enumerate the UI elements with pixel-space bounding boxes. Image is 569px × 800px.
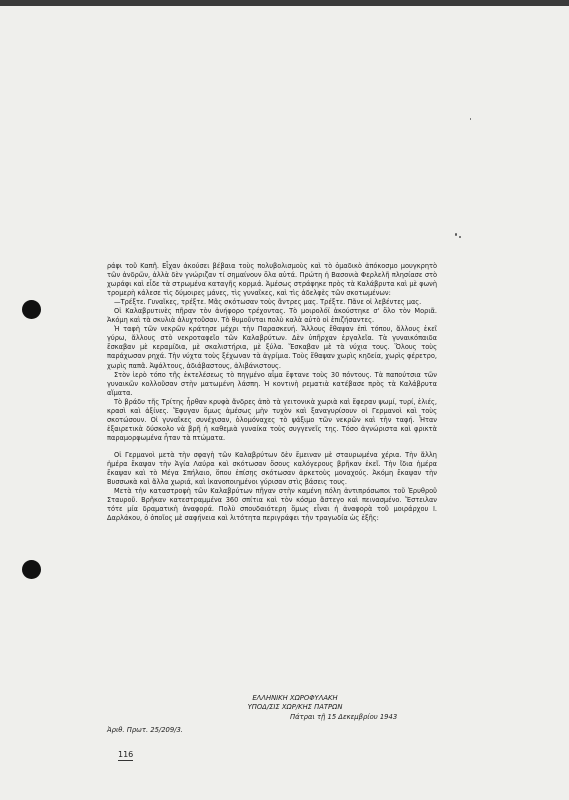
paragraph: Οἱ Γερμανοὶ μετὰ τὴν σφαγὴ τῶν Καλαβρύτων δὲν ἔμειναν μὲ σταυρωμένα χέρια. Τὴν ἄλλη ἡμέρα ἔκαψαν τὴν Ἁγία Λαύρα καὶ σκότωσαν ὅσους καλόγερους βρῆκαν ἐκεῖ. Τὴν ἴδια ἡμέρα ἔκαψαν καὶ τὸ Μέγα Σπήλαιο, ὅπου ἐπίσης σκότωσαν ἀρκετοὺς μοναχούς. Ἀκόμη ἔκαψαν τὴν Βυσσωκὰ καὶ ἄλλα χωριά, καὶ ἰκανοποιημένοι γύρισαν στὶς βάσεις τους. [107,450,437,487]
paragraph-dialogue: —Τρέξτε. Γυναῖκες, τρέξτε. Μᾶς σκότωσαν τοὺς ἄντρες μας. Τρέξτε. Πᾶνε οἱ λεβέντες μας. [114,298,422,307]
report-place-date: Πάτραι τῇ 15 Δεκεμβρίου 1943 [290,713,398,721]
scan-edge-shadow [0,0,569,6]
paragraph: Οἱ Καλαβρυτινὲς πῆραν τὸν ἀνήφορο τρέχοντας. Τὸ μοιρολόϊ ἀκούστηκε σ' ὅλο τὸν Μοριᾶ. Ἀκόμη καὶ τὰ σκυλιὰ ἀλυχτοῦσαν. Τὸ θυμοῦνται πολὺ καλὰ αὐτὸ οἱ ἐπιζήσαντες. [107,307,437,325]
scan-speck [470,118,471,120]
body-text [107,262,437,523]
paragraph: ράφι τοῦ Καπῆ. Εἶχαν ἀκούσει βέβαια τοὺς πολυβολισμοὺς καὶ τὸ ὁμαδικὸ ἀπόκοσμο μουγκρητὸ τῶν ἀνδρῶν, ἀλλὰ δὲν γνώριζαν τί σημαίνουν ὅλα αὐτά. Πρώτη ἡ Βασονιὰ Φερλελῆ πλησίασε στὸ χωράφι καὶ εἶδε τὰ στρωμένα καταγῆς κορμιά. Ἀμέσως στράφηκε πρὸς τὰ Καλάβρυτα καὶ μὲ φωνὴ τρομερὴ κάλεσε τὶς δύμοιρες μάνες, τὶς γυναῖκες, καὶ τὶς ἀδελφὲς τῶν σκοτωμένων: [107,262,437,298]
punch-hole-top [22,300,41,319]
paragraph: Μετὰ τὴν καταστροφὴ τῶν Καλαβρύτων πῆγαν στὴν καμένη πόλη ἀντιπρόσωποι τοῦ Ἐρυθροῦ Σταυροῦ. Βρῆκαν κατεστραμμένα 360 σπίτια καὶ τὸν κόσμο ἄστεγο καὶ πεινασμένο. Ἔστειλαν τότε μία δραματικὴ ἀναφορά. Πολὺ σπουδαιότερη ὅμως εἶναι ἡ ἀναφορὰ τοῦ μοιράρχου Ι. Δαρλάκου, ὁ ὁποῖος μὲ σαφήνεια καὶ λιτότητα περιγράφει τὴν τραγωδία ὡς ἑξῆς: [107,487,437,523]
report-header [170,694,420,712]
scan-speck [455,233,457,236]
report-reference-number: Ἀριθ. Πρωτ. 25/209/3. [107,726,183,734]
report-header-line1: ΕΛΛΗΝΙΚΗ ΧΩΡΟΦΥΛΑΚΗ [252,694,338,702]
punch-hole-bottom [22,560,41,579]
scan-speck [459,236,461,238]
paragraph: Στὸν ἱερὸ τόπο τῆς ἐκτελέσεως τὸ πηγμένο αἷμα ἔφτανε τοὺς 30 πόντους. Τὰ παπούτσια τῶν γυναικῶν κολλοῦσαν στὴν ματωμένη λάσπη. Ἡ κοντινὴ ρεματιὰ κατέβασε πρὸς τὰ Καλάβρυτα αἵματα. [107,370,437,397]
page-number: 116 [118,750,134,759]
paragraph: Τὸ βράδυ τῆς Τρίτης ἦρθαν κρυφὰ ἄνδρες ἀπὸ τὰ γειτονικὰ χωριὰ καὶ ἔφεραν ψωμί, τυρί, ἐλιές, κρασὶ καὶ ἀξίνες. Ἔφυγαν ὅμως ἀμέσως μὴν τυχὸν καὶ ξαναγυρίσουν οἱ Γερμανοὶ καὶ τοὺς σκοτώσουν. Οἱ γυναῖκες συνέχισαν, ὁλομόναχες τὸ ψάξιμο τῶν νεκρῶν καὶ τὴν ταφή. Ἦταν ἐξαιρετικὰ δύσκολο νὰ βρῆ ἡ καθεμιὰ γυναίκα τοὺς συγγενεῖς της. Τόσο ἀγνώριστα καὶ φρικτὰ παραμορφωμένα ἦταν τὰ πτώματα. [107,397,437,442]
report-header-line2: ΥΠΟΔ/ΣΙΣ ΧΩΡ/ΚΗΣ ΠΑΤΡΩΝ [247,703,343,711]
paragraph: Ἡ ταφὴ τῶν νεκρῶν κράτησε μέχρι τὴν Παρασκευή. Ἄλλους ἔθαψαν ἐπὶ τόπου, ἄλλους ἐκεῖ γύρω, ἄλλους στὸ νεκροταφεῖο τῶν Καλαβρύτων. Δὲν ὑπῆρχαν ἐργαλεῖα. Τὰ γυναικόπαιδα ἔσκαβαν μὲ κεραμίδια, μὲ σκαλιστήρια, μὲ ξύλα. Ἔσκαβαν μὲ τὰ νύχια τους. Ὅλους τοὺς παράχωσαν ρηχά. Τὴν νύχτα τοὺς ξέχωναν τὰ ἀγρίμια. Τοὺς ἔθαψαν χωρὶς κηδεία, χωρὶς φέρετρο, χωρὶς παπᾶ. Ἀψάλτους, ἀδιάβαστους, ἀλιβάνιστους. [107,325,437,370]
